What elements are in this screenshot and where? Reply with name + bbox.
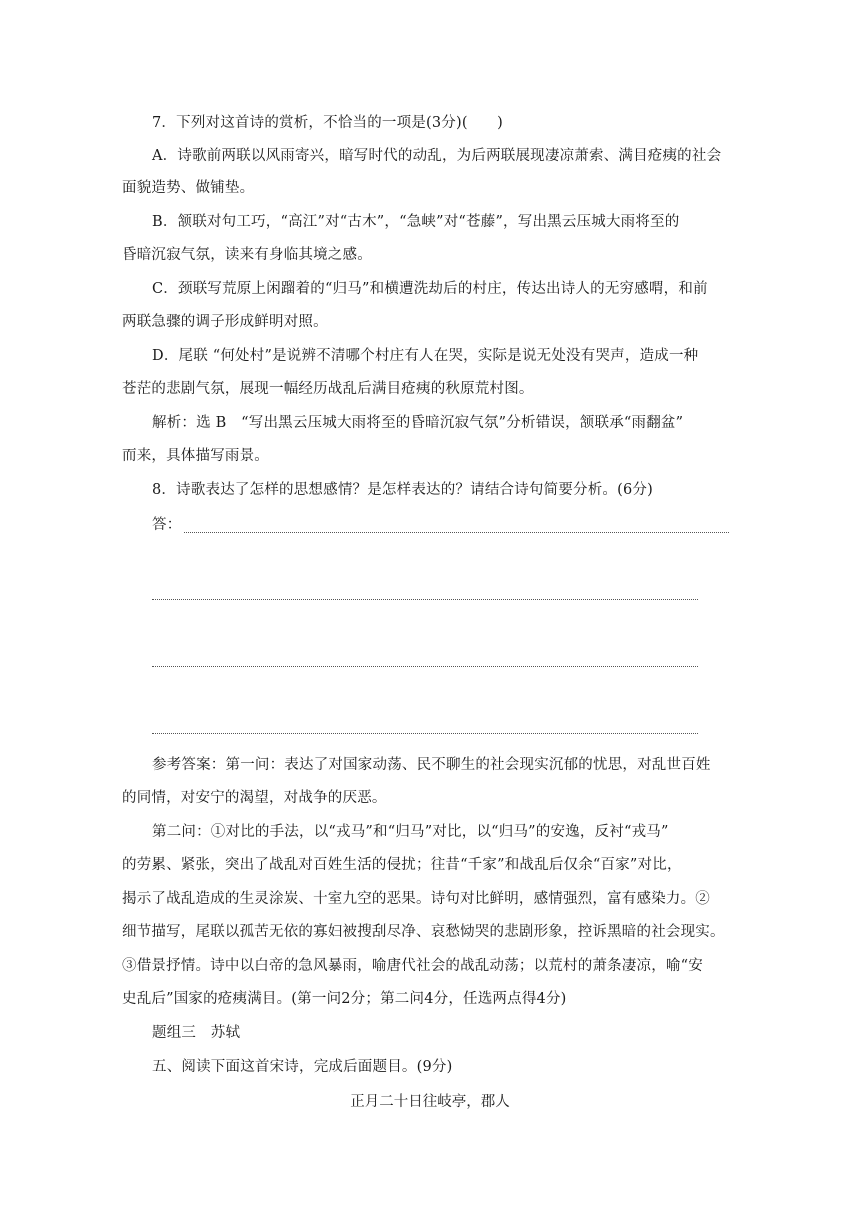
answer-label: 答： (152, 517, 182, 533)
ref-answer-line1: 参考答案：第一问：表达了对国家动荡、民不聊生的社会现实沉郁的忧思，对乱世百姓 (152, 757, 711, 773)
q7-option-c-line2: 两联急骤的调子形成鲜明对照。 (122, 314, 328, 330)
ref-answer-line5: 揭示了战乱造成的生灵涂炭、十室九空的恶果。诗句对比鲜明，感情强烈，富有感染力。② (122, 891, 710, 907)
q8-stem: 8．诗歌表达了怎样的思想感情？是怎样表达的？请结合诗句简要分析。(6分) (152, 482, 653, 498)
q7-analysis-line2: 而来，具体描写雨景。 (122, 448, 269, 464)
ref-answer-line4: 的劳累、紧张，突出了战乱对百姓生活的侵扰；往昔“千家”和战乱后仅余“百家”对比， (122, 857, 682, 873)
q7-option-c-line1: C．颈联写荒原上闲蹓着的“归马”和横遭洗劫后的村庄，传达出诗人的无穷感喟，和前 (152, 281, 708, 297)
q7-option-b-line2: 昏暗沉寂气氛，读来有身临其境之感。 (122, 247, 372, 263)
answer-line-3[interactable] (152, 666, 698, 667)
ref-answer-line6: 细节描写，尾联以孤苦无依的寡妇被搜刮尽净、哀愁恸哭的悲剧形象，控诉黑暗的社会现实。 (122, 924, 725, 940)
answer-line-1[interactable] (184, 532, 729, 533)
q7-option-b-line1: B．颔联对句工巧，“高江”对“古木”，“急峡”对“苍藤”，写出黑云压城大雨将至的 (152, 214, 680, 230)
q7-stem: 7．下列对这首诗的赏析，不恰当的一项是(3分)( ) (152, 115, 503, 131)
ref-answer-line3: 第二问：①对比的手法，以“戎马”和“归马”对比，以“归马”的安逸，反衬“戎马” (152, 824, 669, 840)
answer-line-2[interactable] (152, 599, 698, 600)
q7-option-a-line2: 面貌造势、做铺垫。 (122, 180, 255, 196)
answer-line-4[interactable] (152, 733, 698, 734)
ref-answer-line8: 史乱后”国家的疮痍满目。(第一问2分；第二问4分，任选两点得4分) (122, 991, 567, 1007)
q7-option-d-line1: D．尾联 “何处村”是说辨不清哪个村庄有人在哭，实际是说无处没有哭声，造成一种 (152, 348, 699, 364)
ref-answer-line7: ③借景抒情。诗中以白帝的急风暴雨，喻唐代社会的战乱动荡；以荒村的萧条凄凉，喻“安 (122, 958, 703, 974)
ref-answer-line2: 的同情，对安宁的渴望，对战争的厌恶。 (122, 790, 387, 806)
q7-option-a-line1: A．诗歌前两联以风雨寄兴，暗写时代的动乱，为后两联展现凄凉萧索、满目疮痍的社会 (152, 148, 722, 164)
q7-analysis-line1: 解析：选 B “写出黑云压城大雨将至的昏暗沉寂气氛”分析错误，颔联承“雨翻盆” (152, 415, 684, 431)
q7-option-d-line2: 苍茫的悲剧气氛，展现一幅经历战乱后满目疮痍的秋原荒村图。 (122, 381, 534, 397)
poem-title: 正月二十日往岐亭，郡人 (350, 1094, 510, 1110)
group3-title: 题组三 苏轼 (152, 1025, 241, 1041)
q5-stem: 五、阅读下面这首宋诗，完成后面题目。(9分) (152, 1059, 453, 1075)
